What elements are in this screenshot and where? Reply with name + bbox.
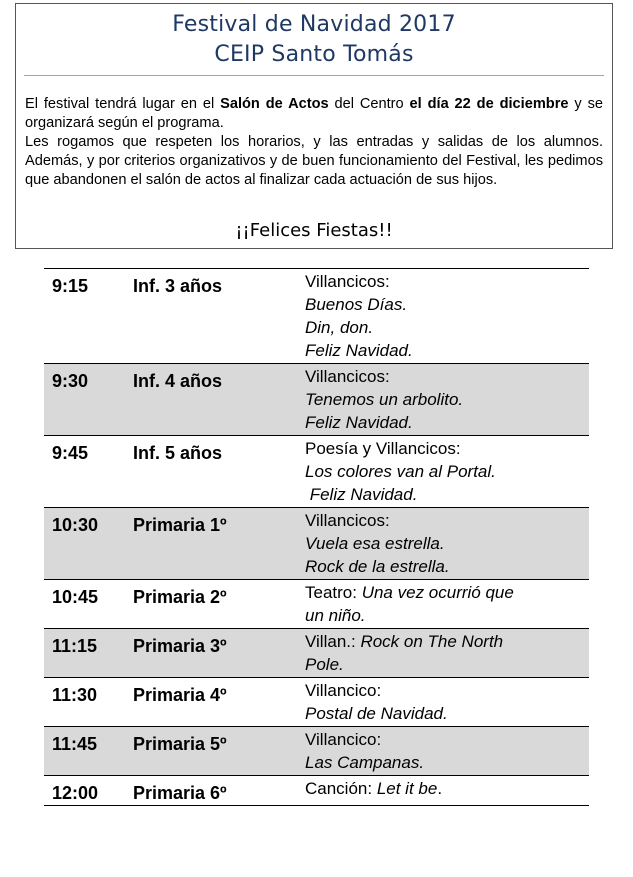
schedule-row [44,508,589,580]
performance-time: 9:30 [44,364,133,436]
program-type: Villancico: [305,730,382,749]
program-title: Feliz Navidad. [305,341,413,360]
performance-group: Inf. 5 años [133,443,223,463]
performance-program [299,629,589,678]
intro-paragraph-1 [25,95,603,133]
schedule-row [44,436,589,508]
program-type-line [305,581,589,604]
performance-time: 11:45 [44,727,133,776]
program-type: Teatro: [305,583,362,602]
performance-time: 10:45 [52,587,99,607]
program-title: un niño. [305,606,366,625]
intro-paragraph-2: Les rogamos que respeten los horarios, y las entradas y salidas de los alumnos. Además, y por criterios organizativos y de buen funcionamiento del Festival, les pedimos que abandonen el salón de actos al finalizar cada actuación de sus hijos. [25,134,603,188]
program-title: Rock de la estrella. [305,557,450,576]
program-type-line [305,270,589,293]
program-title: Una vez ocurrió que [361,583,514,602]
performance-program [299,727,589,776]
performance-program [299,364,589,436]
performance-time: 11:15 [44,629,133,678]
program-type-line [305,679,589,702]
program-type-line [305,630,589,653]
performance-group: Primaria 1º [133,508,299,580]
schedule-row [44,269,589,364]
performance-group: Primaria 3º [133,629,299,678]
program-type-line [305,365,589,388]
closing-greeting: ¡¡Felices Fiestas!! [235,220,393,241]
performance-group: Inf. 4 años [133,364,299,436]
performance-group: Primaria 5º [133,727,299,776]
program-type: Villancico: [305,681,382,700]
schedule-row [44,678,589,727]
schedule-row [44,629,589,678]
intro-text-a: El festival tendrá lugar en el [25,96,221,112]
performance-program [299,269,589,364]
performance-time: 9:15 [52,276,89,296]
performance-time: 10:30 [44,508,133,580]
performance-program [299,580,589,629]
program-type: Villancicos: [305,367,390,386]
program-title: Pole. [305,655,344,674]
program-title: Rock on The North [360,632,504,651]
schedule-row [44,727,589,776]
program-type-line [305,437,589,460]
performance-group: Primaria 6º [133,783,227,803]
performance-program [299,508,589,580]
schedule-table [44,268,589,806]
program-title: Las Campanas. [305,753,425,772]
event-date: el día 22 de diciembre [409,96,569,112]
program-title: Feliz Navidad. [305,485,418,504]
program-type-line [305,728,589,751]
program-type: Villancicos: [305,511,390,530]
header-box [15,3,613,249]
program-type: Villancicos: [305,272,390,291]
schedule-row [44,580,589,629]
performance-program [299,678,589,727]
performance-group: Primaria 4º [133,685,227,705]
program-suffix: . [437,779,443,798]
school-name: CEIP Santo Tomás [214,42,414,67]
schedule-row [44,776,589,806]
program-title: Postal de Navidad. [305,704,448,723]
venue: Salón de Actos [220,96,329,112]
performance-group: Primaria 2º [133,587,227,607]
program-type: Poesía y Villancicos: [305,439,461,458]
program-title: Vuela esa estrella. [305,534,445,553]
intro-text [25,95,603,190]
program-title: Los colores van al Portal. [305,462,496,481]
program-title: Let it be [376,779,438,798]
program-type-line [305,777,589,800]
program-type: Villan.: [305,632,361,651]
performance-program [299,776,589,806]
performance-program [299,436,589,508]
schedule-row [44,364,589,436]
program-type-line [305,509,589,532]
program-type: Canción: [305,779,377,798]
festival-title: Festival de Navidad 2017 [172,12,456,37]
title-divider [24,75,604,76]
intro-text-e: y se organizará según el programa. [25,96,603,131]
intro-text-c: del Centro [328,96,410,112]
performance-time: 12:00 [52,783,99,803]
performance-group: Inf. 3 años [133,276,223,296]
performance-time: 9:45 [52,443,89,463]
program-title: Buenos Días. [305,295,408,314]
program-title: Feliz Navidad. [305,413,413,432]
program-title: Din, don. [305,318,374,337]
performance-time: 11:30 [52,685,98,705]
program-title: Tenemos un arbolito. [305,390,464,409]
